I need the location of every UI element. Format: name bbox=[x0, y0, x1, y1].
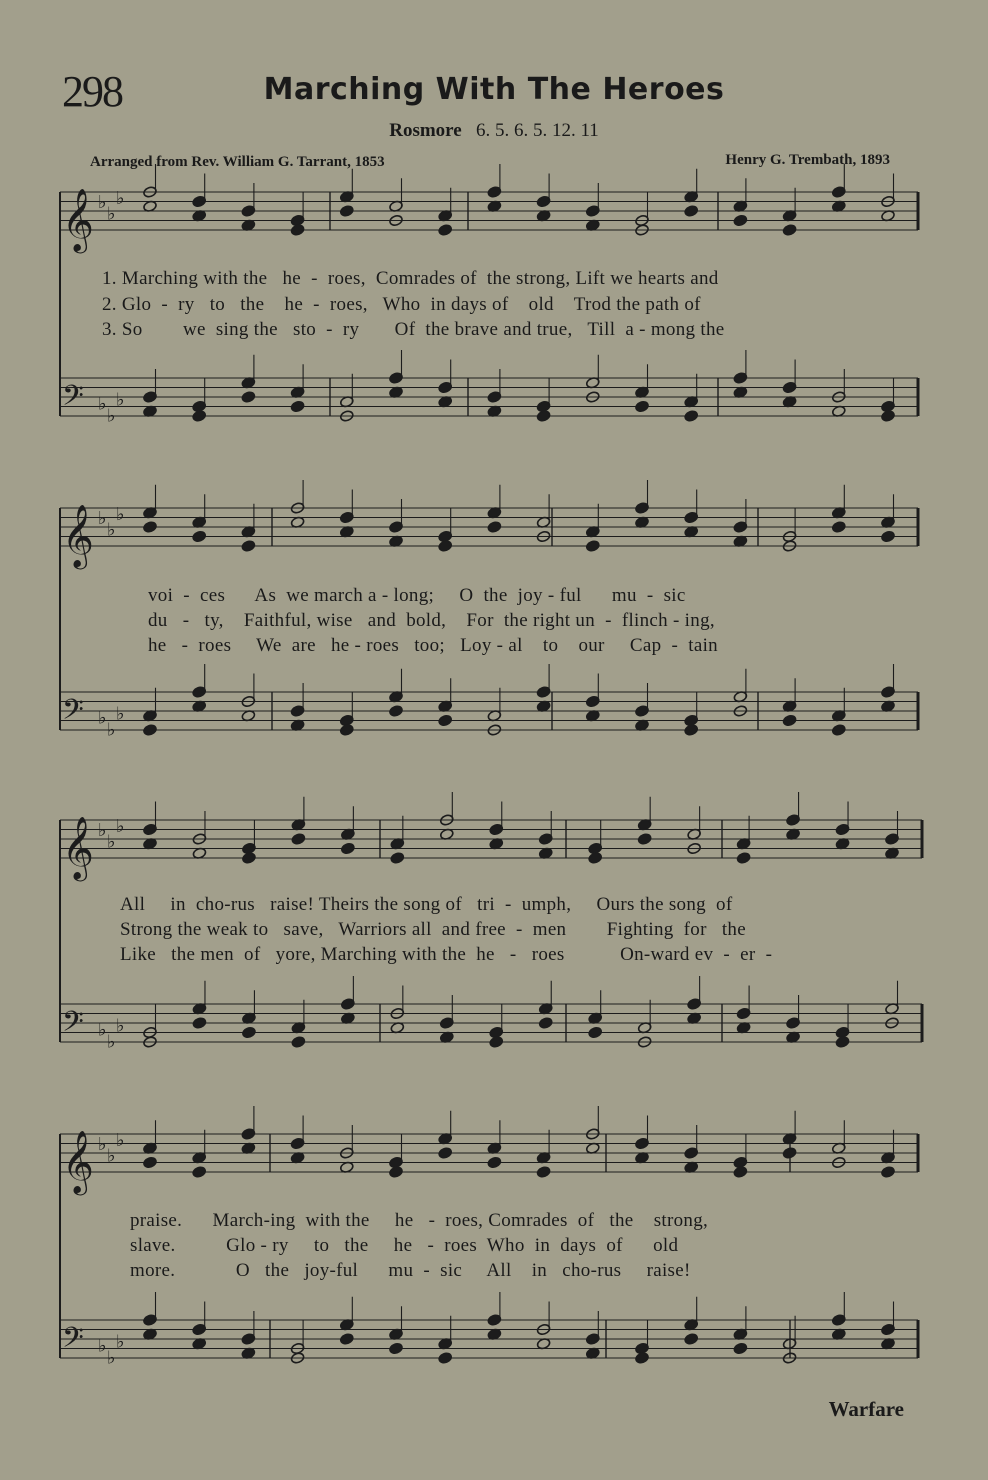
flat-icon: ♭ bbox=[98, 819, 107, 841]
note-head bbox=[290, 400, 305, 413]
note-head bbox=[242, 852, 257, 865]
note-head bbox=[241, 391, 256, 404]
lyric-line: more. O the joy-ful mu - sic All in cho-rus raise! bbox=[130, 1260, 691, 1281]
bass-clef-icon: 𝄢 bbox=[62, 379, 84, 420]
note-head bbox=[143, 1156, 158, 1169]
note-head bbox=[290, 224, 305, 237]
note-head bbox=[192, 530, 207, 543]
flat-icon: ♭ bbox=[98, 393, 107, 415]
note-head bbox=[588, 852, 603, 865]
lyric-line: Strong the weak to save, Warriors all and free - men Fighting for the bbox=[120, 919, 746, 940]
note-head bbox=[489, 1036, 504, 1049]
note-head bbox=[684, 410, 699, 423]
note-head bbox=[339, 1333, 354, 1346]
note-head bbox=[438, 1147, 453, 1160]
note-head bbox=[192, 1017, 207, 1030]
note-head bbox=[341, 842, 356, 855]
note-head bbox=[684, 205, 699, 218]
note-head bbox=[831, 521, 846, 534]
note-head bbox=[389, 1342, 404, 1355]
lyric-line: slave. Glo - ry to the he - roes Who in days of old bbox=[130, 1235, 679, 1256]
note-head bbox=[487, 521, 502, 534]
note-head bbox=[588, 1026, 603, 1039]
note-head bbox=[438, 224, 453, 237]
flat-icon: ♭ bbox=[98, 507, 107, 529]
note-head bbox=[438, 1352, 453, 1365]
flat-icon: ♭ bbox=[116, 1015, 125, 1037]
category-label: Warfare bbox=[828, 1397, 904, 1421]
note-head bbox=[389, 705, 404, 718]
note-head bbox=[291, 1036, 306, 1049]
lyric-line: 2. Glo - ry to the he - roes, Who in days of old Trod the path of bbox=[102, 294, 701, 315]
bass-clef-icon: 𝄢 bbox=[62, 1005, 84, 1046]
flat-icon: ♭ bbox=[98, 1019, 107, 1041]
note-head bbox=[635, 400, 650, 413]
flat-icon: ♭ bbox=[107, 831, 116, 853]
flat-icon: ♭ bbox=[98, 191, 107, 213]
treble-clef-icon: 𝄞 bbox=[62, 1130, 94, 1193]
note-head bbox=[487, 1156, 502, 1169]
note-head bbox=[192, 1166, 207, 1179]
note-head bbox=[835, 1036, 850, 1049]
lyric-line: 1. Marching with the he - roes, Comrades of the strong, Lift we hearts and bbox=[102, 268, 719, 289]
note-head bbox=[143, 521, 158, 534]
flat-icon: ♭ bbox=[98, 1133, 107, 1155]
note-head bbox=[733, 214, 748, 227]
note-head bbox=[390, 852, 405, 865]
lyric-line: 3. So we sing the sto - ry Of the brave and true, Till a - mong the bbox=[102, 319, 725, 340]
lyric-line: Like the men of yore, Marching with the he - roes On-ward ev - er - bbox=[120, 944, 773, 965]
note-head bbox=[635, 1352, 650, 1365]
words-credit: Arranged from Rev. William G. Tarrant, 1853 bbox=[90, 154, 385, 170]
note-head bbox=[536, 1166, 551, 1179]
note-head bbox=[782, 1147, 797, 1160]
note-head bbox=[733, 1342, 748, 1355]
flat-icon: ♭ bbox=[107, 519, 116, 541]
hymn-title: Marching With The Heroes bbox=[263, 72, 725, 107]
note-head bbox=[438, 714, 453, 727]
note-head bbox=[881, 530, 896, 543]
note-head bbox=[291, 833, 306, 846]
flat-icon: ♭ bbox=[116, 703, 125, 725]
note-head bbox=[339, 724, 354, 737]
flat-icon: ♭ bbox=[116, 815, 125, 837]
flat-icon: ♭ bbox=[107, 1347, 116, 1369]
note-head bbox=[438, 540, 453, 553]
flat-icon: ♭ bbox=[107, 1145, 116, 1167]
note-head bbox=[782, 714, 797, 727]
note-head bbox=[684, 724, 699, 737]
lyric-line: All in cho-rus raise! Theirs the song of tri - umph, Ours the song of bbox=[120, 894, 733, 915]
note-head bbox=[538, 1017, 553, 1030]
flat-icon: ♭ bbox=[116, 1331, 125, 1353]
flat-icon: ♭ bbox=[107, 719, 116, 741]
lyric-line: voi - ces As we march a - long; O the joy - ful mu - sic bbox=[148, 585, 686, 606]
lyric-line: praise. March-ing with the he - roes, Comrades of the strong, bbox=[130, 1210, 709, 1231]
note-head bbox=[782, 224, 797, 237]
note-head bbox=[389, 1166, 404, 1179]
flat-icon: ♭ bbox=[116, 503, 125, 525]
note-head bbox=[242, 1026, 257, 1039]
flat-icon: ♭ bbox=[98, 707, 107, 729]
treble-clef-icon: 𝄞 bbox=[62, 504, 94, 567]
note-head bbox=[831, 724, 846, 737]
music-credit: Henry G. Trembath, 1893 bbox=[725, 152, 890, 168]
hymn-number: 298 bbox=[62, 67, 122, 116]
note-head bbox=[241, 540, 256, 553]
note-head bbox=[684, 1333, 699, 1346]
flat-icon: ♭ bbox=[98, 1335, 107, 1357]
treble-clef-icon: 𝄞 bbox=[62, 816, 94, 879]
note-head bbox=[736, 852, 751, 865]
bass-clef-icon: 𝄢 bbox=[62, 1321, 84, 1362]
flat-icon: ♭ bbox=[116, 187, 125, 209]
treble-clef-icon: 𝄞 bbox=[62, 188, 94, 251]
note-head bbox=[192, 410, 207, 423]
flat-icon: ♭ bbox=[107, 1031, 116, 1053]
meter: 6. 5. 6. 5. 12. 11 bbox=[475, 120, 599, 141]
lyric-line: du - ty, Faithful, wise and bold, For the right un - flinch - ing, bbox=[148, 610, 715, 631]
note-head bbox=[637, 833, 652, 846]
note-head bbox=[339, 205, 354, 218]
note-head bbox=[585, 540, 600, 553]
flat-icon: ♭ bbox=[107, 405, 116, 427]
note-head bbox=[881, 1166, 896, 1179]
note-head bbox=[536, 410, 551, 423]
bass-clef-icon: 𝄢 bbox=[62, 693, 84, 734]
note-head bbox=[881, 410, 896, 423]
note-head bbox=[733, 1166, 748, 1179]
note-head bbox=[143, 724, 158, 737]
lyric-line: he - roes We are he - roes too; Loy - al to our Cap - tain bbox=[148, 635, 718, 656]
flat-icon: ♭ bbox=[116, 1129, 125, 1151]
tune-name: Rosmore bbox=[389, 120, 462, 141]
flat-icon: ♭ bbox=[116, 389, 125, 411]
flat-icon: ♭ bbox=[107, 203, 116, 225]
